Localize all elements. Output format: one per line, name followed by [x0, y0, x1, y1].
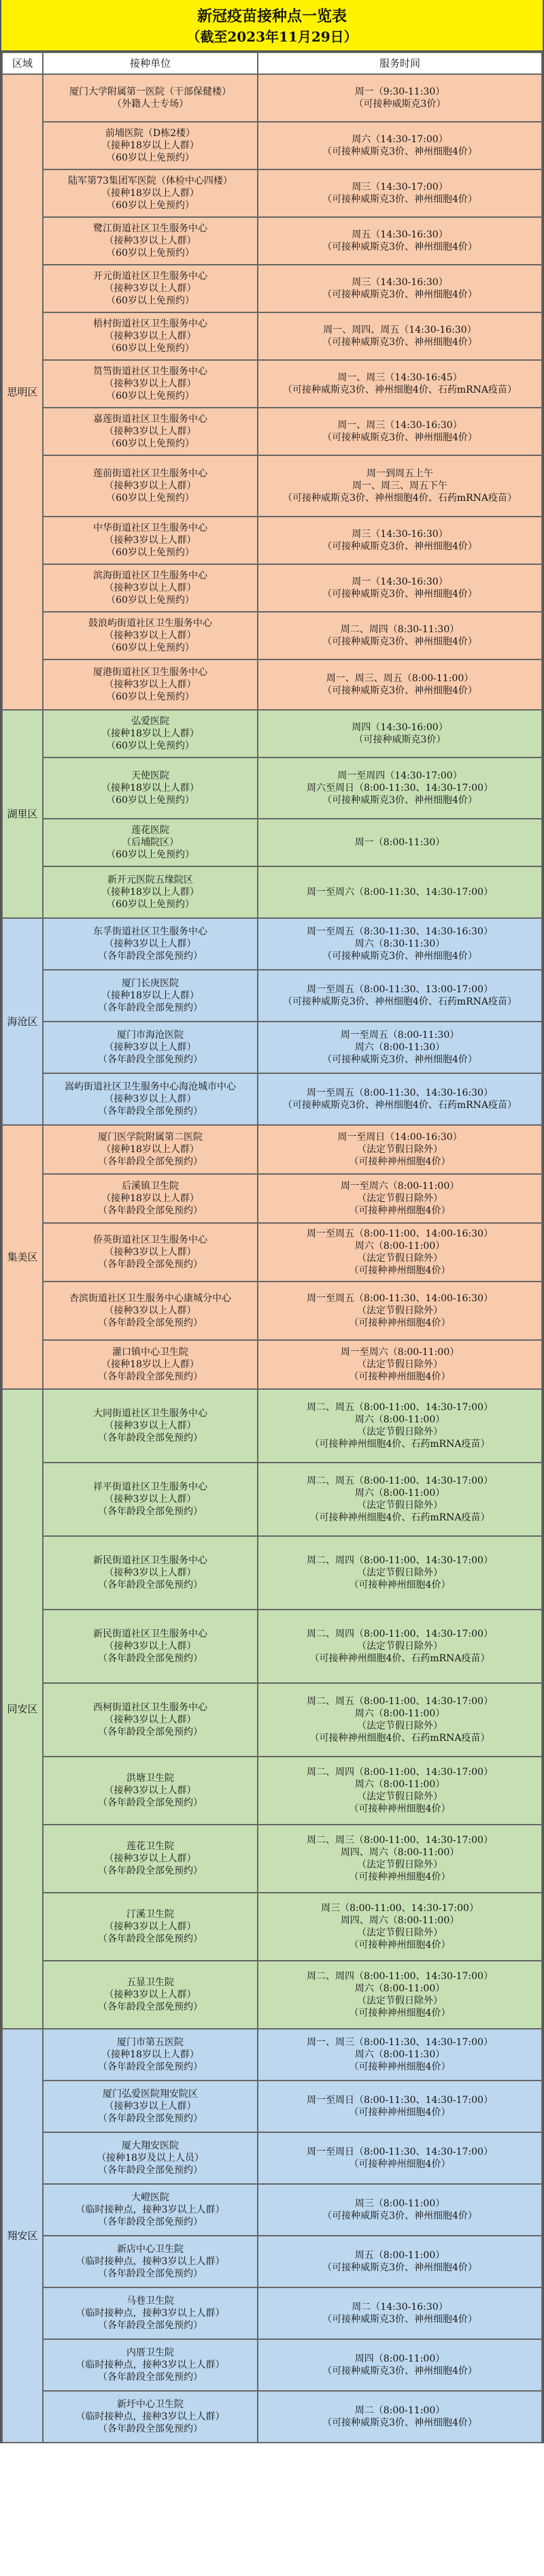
table-row	[2, 169, 542, 217]
table-row	[2, 1174, 542, 1223]
table-row	[2, 659, 542, 710]
site-cell: 侨英街道社区卫生服务中心 （接种3岁以上人群） （各年龄段全部免预约）	[43, 1223, 258, 1282]
time-cell: 周一到周五上午 周一、周三、周五下午 （可接种威斯克3价、神州细胞4价、石药mRNA疫苗）	[258, 455, 542, 517]
district-cell: 海沧区	[2, 918, 43, 1125]
table-row	[2, 1223, 542, 1282]
site-cell: 中华街道社区卫生服务中心 （接种3岁以上人群） （60岁以上免预约）	[43, 517, 258, 564]
time-cell: 周二（14:30-16:30） （可接种威斯克3价、神州细胞4价）	[258, 2287, 542, 2339]
table-row	[2, 1073, 542, 1125]
site-cell: 大嶝医院 （临时接种点，接种3岁以上人群） （各年龄段全部免预约）	[43, 2184, 258, 2236]
time-cell: 周二、周三（8:00-11:00、14:30-17:00） 周四、周六（8:00-11:00） （法定节假日除外） （可接种神州细胞4价）	[258, 1825, 542, 1893]
page-subtitle: （截至2023年11月29日）	[186, 29, 358, 45]
table-row	[2, 217, 542, 265]
time-cell: 周一至周日（14:00-16:30） （法定节假日除外） （可接种神州细胞4价）	[258, 1125, 542, 1174]
header-site: 接种单位	[43, 52, 258, 74]
table-row	[2, 1757, 542, 1825]
site-cell: 莲前街道社区卫生服务中心 （接种3岁以上人群） （60岁以上免预约）	[43, 455, 258, 517]
table-row	[2, 757, 542, 819]
time-cell: 周一至周日（8:00-11:30、14:30-17:00） （可接种神州细胞4价）	[258, 2081, 542, 2132]
time-cell: 周四（8:00-11:00） （可接种威斯克3价、神州细胞4价）	[258, 2339, 542, 2391]
table-row	[2, 1463, 542, 1536]
district-cell: 集美区	[2, 1125, 43, 1389]
site-cell: 嘉莲街道社区卫生服务中心 （接种3岁以上人群） （60岁以上免预约）	[43, 408, 258, 455]
site-cell: 新民街道社区卫生服务中心 （接种3岁以上人群） （各年龄段全部免预约）	[43, 1610, 258, 1683]
table-row	[2, 1893, 542, 1961]
vaccination-table	[1, 52, 543, 2443]
time-cell: 周三（8:00-11:00、14:30-17:00） 周四、周六（8:00-11:00） （法定节假日除外） （可接种神州细胞4价）	[258, 1893, 542, 1961]
site-cell: 大同街道社区卫生服务中心 （接种3岁以上人群） （各年龄段全部免预约）	[43, 1389, 258, 1463]
table-row	[2, 2287, 542, 2339]
table-row	[2, 2184, 542, 2236]
table-row	[2, 1825, 542, 1893]
time-cell: 周二、周四（8:00-11:00、14:30-17:00） （法定节假日除外） （可接种神州细胞4价）	[258, 1536, 542, 1610]
site-cell: 后溪镇卫生院 （接种18岁以上人群） （各年龄段全部免预约）	[43, 1174, 258, 1223]
site-cell: 新开元医院五缘院区 （接种18岁以上人群） （60岁以上免预约）	[43, 866, 258, 918]
time-cell: 周一至周五（8:00-11:30、14:30-16:30） （可接种威斯克3价、神州细胞4价、石药mRNA疫苗）	[258, 1073, 542, 1125]
site-cell: 厦门市海沧医院 （接种3岁以上人群） （各年龄段全部免预约）	[43, 1022, 258, 1073]
site-cell: 厦门医学院附属第二医院 （接种18岁以上人群） （各年龄段全部免预约）	[43, 1125, 258, 1174]
site-cell: 五显卫生院 （接种3岁以上人群） （各年龄段全部免预约）	[43, 1961, 258, 2029]
table-row	[2, 122, 542, 169]
table-row	[2, 819, 542, 866]
time-cell: 周二、周四（8:00-11:00、14:30-17:00） （法定节假日除外） （可接种神州细胞4价、石药mRNA疫苗）	[258, 1610, 542, 1683]
time-cell: 周三（14:30-16:30） （可接种威斯克3价、神州细胞4价）	[258, 517, 542, 564]
time-cell: 周一、周三（8:00-11:30、14:30-17:00） 周六（8:00-11:30） （可接种神州细胞4价）	[258, 2029, 542, 2081]
district-cell: 翔安区	[2, 2029, 43, 2443]
site-cell: 马巷卫生院 （临时接种点，接种3岁以上人群） （各年龄段全部免预约）	[43, 2287, 258, 2339]
site-cell: 厦大翔安医院 （接种18岁及以上人员） （各年龄段全部免预约）	[43, 2132, 258, 2184]
time-cell: 周五（14:30-16:30） （可接种威斯克3价、神州细胞4价）	[258, 217, 542, 265]
table-row	[2, 970, 542, 1022]
site-cell: 筼筜街道社区卫生服务中心 （接种3岁以上人群） （60岁以上免预约）	[43, 360, 258, 408]
header-district: 区域	[2, 52, 43, 74]
table-row	[2, 2236, 542, 2287]
table-row	[2, 1125, 542, 1174]
time-cell: 周一、周三、周五（8:00-11:00） （可接种威斯克3价、神州细胞4价）	[258, 659, 542, 710]
time-cell: 周一至周六（8:00-11:00） （法定节假日除外） （可接种神州细胞4价）	[258, 1174, 542, 1223]
table-row	[2, 1683, 542, 1757]
site-cell: 西柯街道社区卫生服务中心 （接种3岁以上人群） （各年龄段全部免预约）	[43, 1683, 258, 1757]
site-cell: 厦门大学附属第一医院（干部保健楼） （外籍人士专场）	[43, 74, 258, 122]
table-row	[2, 312, 542, 360]
site-cell: 汀溪卫生院 （接种3岁以上人群） （各年龄段全部免预约）	[43, 1893, 258, 1961]
site-cell: 开元街道社区卫生服务中心 （接种3岁以上人群） （60岁以上免预约）	[43, 265, 258, 312]
time-cell: 周一、周三（14:30-16:30） （可接种威斯克3价、神州细胞4价）	[258, 408, 542, 455]
table-body	[2, 74, 542, 2443]
table-row	[2, 517, 542, 564]
site-cell: 厦门市第五医院 （接种18岁以上人群） （各年龄段全部免预约）	[43, 2029, 258, 2081]
table-row	[2, 1389, 542, 1463]
table-row	[2, 612, 542, 659]
time-cell: 周三（14:30-16:30） （可接种威斯克3价、神州细胞4价）	[258, 265, 542, 312]
site-cell: 新圩中心卫生院 （临时接种点，接种3岁以上人群） （各年龄段全部免预约）	[43, 2391, 258, 2443]
header-time: 服务时间	[258, 52, 542, 74]
title-banner	[1, 0, 543, 52]
table-row	[2, 2339, 542, 2391]
site-cell: 陆军第73集团军医院（体检中心四楼） （接种18岁以上人群） （60岁以上免预约）	[43, 169, 258, 217]
site-cell: 弘爱医院 （接种18岁以上人群） （60岁以上免预约）	[43, 710, 258, 757]
time-cell: 周一至周五（8:00-11:30） 周六（8:00-11:30） （可接种威斯克3价、神州细胞4价）	[258, 1022, 542, 1073]
page-title: 新冠疫苗接种点一览表	[197, 7, 347, 25]
time-cell: 周一至周六（8:00-11:00） （法定节假日除外） （可接种神州细胞4价）	[258, 1340, 542, 1389]
time-cell: 周一至周五（8:00-11:30、14:00-16:30） （法定节假日除外） （可接种神州细胞4价）	[258, 1282, 542, 1340]
site-cell: 厦门长庚医院 （接种18岁以上人群） （各年龄段全部免预约）	[43, 970, 258, 1022]
time-cell: 周二、周五（8:00-11:00、14:30-17:00） 周六（8:00-11:00） （法定节假日除外） （可接种神州细胞4价、石药mRNA疫苗）	[258, 1389, 542, 1463]
site-cell: 滨海街道社区卫生服务中心 （接种3岁以上人群） （60岁以上免预约）	[43, 564, 258, 612]
time-cell: 周二（8:00-11:00） （可接种威斯克3价、神州细胞4价）	[258, 2391, 542, 2443]
site-cell: 东孚街道社区卫生服务中心 （接种3岁以上人群） （各年龄段全部免预约）	[43, 918, 258, 970]
site-cell: 杏滨街道社区卫生服务中心康城分中心 （接种3岁以上人群） （各年龄段全部免预约）	[43, 1282, 258, 1340]
site-cell: 莲花医院 （后埔院区） （60岁以上免预约）	[43, 819, 258, 866]
time-cell: 周四（14:30-16:00） （可接种威斯克3价）	[258, 710, 542, 757]
site-cell: 厦门弘爱医院翔安院区 （接种3岁以上人群） （各年龄段全部免预约）	[43, 2081, 258, 2132]
table-row	[2, 2029, 542, 2081]
table-row	[2, 1536, 542, 1610]
site-cell: 灌口镇中心卫生院 （接种18岁以上人群） （各年龄段全部免预约）	[43, 1340, 258, 1389]
table-row	[2, 1961, 542, 2029]
time-cell: 周二、周四（8:30-11:30） （可接种威斯克3价、神州细胞4价）	[258, 612, 542, 659]
time-cell: 周一、周三（14:30-16:45） （可接种威斯克3价、神州细胞4价、石药mRNA疫苗）	[258, 360, 542, 408]
time-cell: 周一（14:30-16:30） （可接种威斯克3价、神州细胞4价）	[258, 564, 542, 612]
time-cell: 周一至周日（8:00-11:30、14:30-17:00） （可接种神州细胞4价）	[258, 2132, 542, 2184]
time-cell: 周一至周五（8:00-11:30、13:00-17:00） （可接种威斯克3价、神州细胞4价、石药mRNA疫苗）	[258, 970, 542, 1022]
table-row	[2, 564, 542, 612]
time-cell: 周二、周五（8:00-11:00、14:30-17:00） 周六（8:00-11:00） （法定节假日除外） （可接种神州细胞4价、石药mRNA疫苗）	[258, 1683, 542, 1757]
site-cell: 莲花卫生院 （接种3岁以上人群） （各年龄段全部免预约）	[43, 1825, 258, 1893]
site-cell: 祥平街道社区卫生服务中心 （接种3岁以上人群） （各年龄段全部免预约）	[43, 1463, 258, 1536]
time-cell: 周二、周四（8:00-11:00、14:30-17:00） 周六（8:00-11:00） （法定节假日除外） （可接种神州细胞4价）	[258, 1961, 542, 2029]
time-cell: 周五（8:00-11:00） （可接种威斯克3价、神州细胞4价）	[258, 2236, 542, 2287]
site-cell: 洪塘卫生院 （接种3岁以上人群） （各年龄段全部免预约）	[43, 1757, 258, 1825]
time-cell: 周二、周五（8:00-11:00、14:30-17:00） 周六（8:00-11:00） （法定节假日除外） （可接种神州细胞4价、石药mRNA疫苗）	[258, 1463, 542, 1536]
site-cell: 鼓浪屿街道社区卫生服务中心 （接种3岁以上人群） （60岁以上免预约）	[43, 612, 258, 659]
table-row	[2, 2132, 542, 2184]
site-cell: 厦港街道社区卫生服务中心 （接种3岁以上人群） （60岁以上免预约）	[43, 659, 258, 710]
site-cell: 新民街道社区卫生服务中心 （接种3岁以上人群） （各年龄段全部免预约）	[43, 1536, 258, 1610]
time-cell: 周一至周五（8:00-11:00、14:00-16:30） 周六（8:00-11:00） （法定节假日除外） （可接种神州细胞4价）	[258, 1223, 542, 1282]
table-row	[2, 455, 542, 517]
district-cell: 思明区	[2, 74, 43, 710]
time-cell: 周一至周六（8:00-11:30、14:30-17:00）	[258, 866, 542, 918]
time-cell: 周三（8:00-11:00） （可接种威斯克3价、神州细胞4价）	[258, 2184, 542, 2236]
site-cell: 天使医院 （接种18岁以上人群） （60岁以上免预约）	[43, 757, 258, 819]
district-cell: 同安区	[2, 1389, 43, 2029]
time-cell: 周六（14:30-17:00） （可接种威斯克3价、神州细胞4价）	[258, 122, 542, 169]
table-row	[2, 360, 542, 408]
site-cell: 嵩屿街道社区卫生服务中心海沧城市中心 （接种3岁以上人群） （各年龄段全部免预约）	[43, 1073, 258, 1125]
time-cell: 周一至周四（14:30-17:00） 周六至周日（8:00-11:30、14:30-17:00） （可接种威斯克3价、神州细胞4价）	[258, 757, 542, 819]
time-cell: 周二、周四（8:00-11:00、14:30-17:00） 周六（8:00-11:00） （法定节假日除外） （可接种神州细胞4价）	[258, 1757, 542, 1825]
table-row	[2, 866, 542, 918]
site-cell: 前埔医院（D栋2楼） （接种18岁以上人群） （60岁以上免预约）	[43, 122, 258, 169]
site-cell: 鹭江街道社区卫生服务中心 （接种3岁以上人群） （60岁以上免预约）	[43, 217, 258, 265]
table-row	[2, 408, 542, 455]
table-row	[2, 2391, 542, 2443]
table-row	[2, 1610, 542, 1683]
table-header-row	[2, 52, 542, 74]
table-row	[2, 710, 542, 757]
time-cell: 周一至周五（8:30-11:30、14:30-16:30） 周六（8:30-11:30） （可接种威斯克3价、神州细胞4价）	[258, 918, 542, 970]
time-cell: 周一、周四、周五（14:30-16:30） （可接种威斯克3价、神州细胞4价）	[258, 312, 542, 360]
time-cell: 周三（14:30-17:00） （可接种威斯克3价、神州细胞4价）	[258, 169, 542, 217]
table-row	[2, 74, 542, 122]
table-row	[2, 1022, 542, 1073]
table-row	[2, 2081, 542, 2132]
site-cell: 内厝卫生院 （临时接种点，接种3岁以上人群） （各年龄段全部免预约）	[43, 2339, 258, 2391]
site-cell: 新店中心卫生院 （临时接种点，接种3岁以上人群） （各年龄段全部免预约）	[43, 2236, 258, 2287]
table-row	[2, 1340, 542, 1389]
table-row	[2, 265, 542, 312]
site-cell: 梧村街道社区卫生服务中心 （接种3岁以上人群） （60岁以上免预约）	[43, 312, 258, 360]
time-cell: 周一（8:00-11:30）	[258, 819, 542, 866]
table-row	[2, 918, 542, 970]
table-row	[2, 1282, 542, 1340]
district-cell: 湖里区	[2, 710, 43, 918]
time-cell: 周一（9:30-11:30） （可接种威斯克3价）	[258, 74, 542, 122]
